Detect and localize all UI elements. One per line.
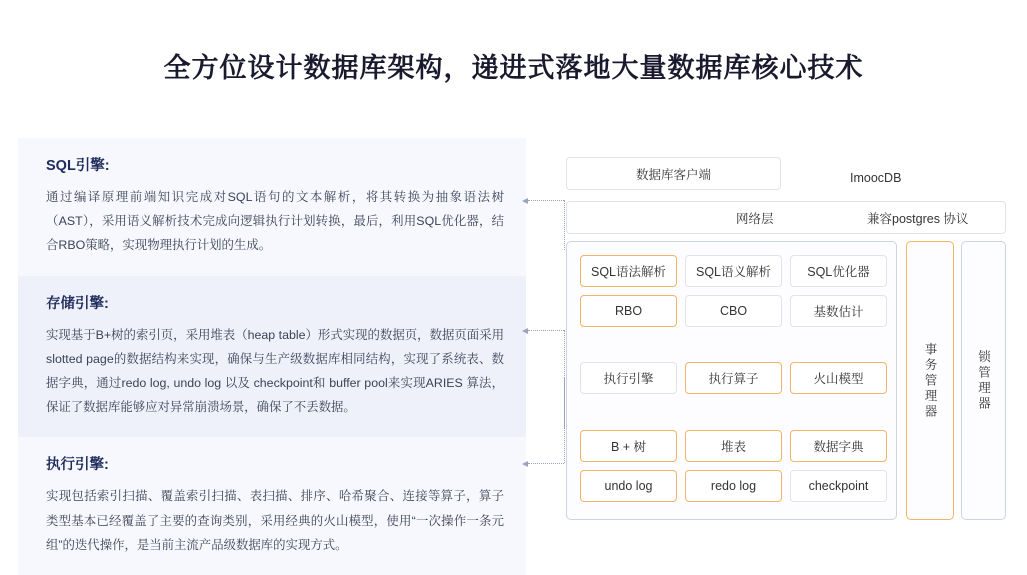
panel-sql-engine-heading: SQL引擎: (46, 158, 110, 174)
left-description-column (18, 138, 526, 575)
transaction-manager-panel[interactable] (906, 241, 954, 520)
lock-manager-label: 锁管理器 (976, 349, 991, 412)
panel-execution-engine-body: 实现包括索引扫描、覆盖索引扫描、表扫描、排序、哈希聚合、连接等算子，算子类型基本已经覆盖了主要的查询类别，采用经典的火山模型，使用“一次操作一条元组”的迭代操作，是当前主流产品级数据库的实现方式。 (46, 489, 504, 552)
panel-execution-engine (18, 437, 526, 575)
box-rbo[interactable]: RBO (580, 295, 677, 327)
box-data-dictionary[interactable]: 数据字典 (790, 430, 887, 462)
box-sql-syntax-parse[interactable]: SQL语法解析 (580, 255, 677, 287)
box-heap-table[interactable]: 堆表 (685, 430, 782, 462)
panel-storage-engine-body: 实现基于B+树的索引页，采用堆表（heap table）形式实现的数据页，数据页面采用slotted page的数据结构来实现，确保与生产级数据库相同结构，实现了系统表、数据字典，通过redo log, undo log 以及 checkpoint和 buffer pool来实现ARIES 算法，保证了数据库能够应对异常崩溃场景，确保了不丢数据。 (46, 327, 504, 415)
box-checkpoint[interactable]: checkpoint (790, 470, 887, 502)
protocol-label: 兼容postgres 协议 (867, 211, 969, 226)
product-name-label: ImoocDB (850, 171, 902, 185)
network-layer-box (566, 201, 1006, 234)
box-undo-log[interactable]: undo log (580, 470, 677, 502)
box-sql-optimizer[interactable]: SQL优化器 (790, 255, 887, 287)
box-execution-operator[interactable]: 执行算子 (685, 362, 782, 394)
box-bplus-tree[interactable]: B + 树 (580, 430, 677, 462)
box-execution-engine[interactable]: 执行引擎 (580, 362, 677, 394)
box-cardinality-estimation[interactable]: 基数估计 (790, 295, 887, 327)
box-cbo[interactable]: CBO (685, 295, 782, 327)
panel-storage-engine (18, 276, 526, 438)
page-title: 全方位设计数据库架构，递进式落地大量数据库核心技术 (163, 53, 864, 83)
network-layer-label: 网络层 (736, 211, 774, 226)
panel-execution-engine-heading: 执行引擎: (46, 457, 109, 474)
box-redo-log[interactable]: redo log (685, 470, 782, 502)
lock-manager-panel[interactable] (961, 241, 1006, 520)
box-sql-semantic-parse[interactable]: SQL语义解析 (685, 255, 782, 287)
box-volcano-model[interactable]: 火山模型 (790, 362, 887, 394)
architecture-diagram (556, 138, 1011, 528)
panel-sql-engine (18, 138, 526, 276)
transaction-manager-label: 事务管理器 (923, 341, 937, 420)
panel-sql-engine-body: 通过编译原理前端知识完成对SQL语句的文本解析，将其转换为抽象语法树（AST），采用语义解析技术完成向逻辑执行计划转换，最后，利用SQL优化器，结合RBO策略，实现物理执行计划的生成。 (46, 190, 504, 253)
panel-storage-engine-heading: 存储引擎: (46, 295, 109, 312)
client-box: 数据库客户端 (566, 157, 781, 190)
